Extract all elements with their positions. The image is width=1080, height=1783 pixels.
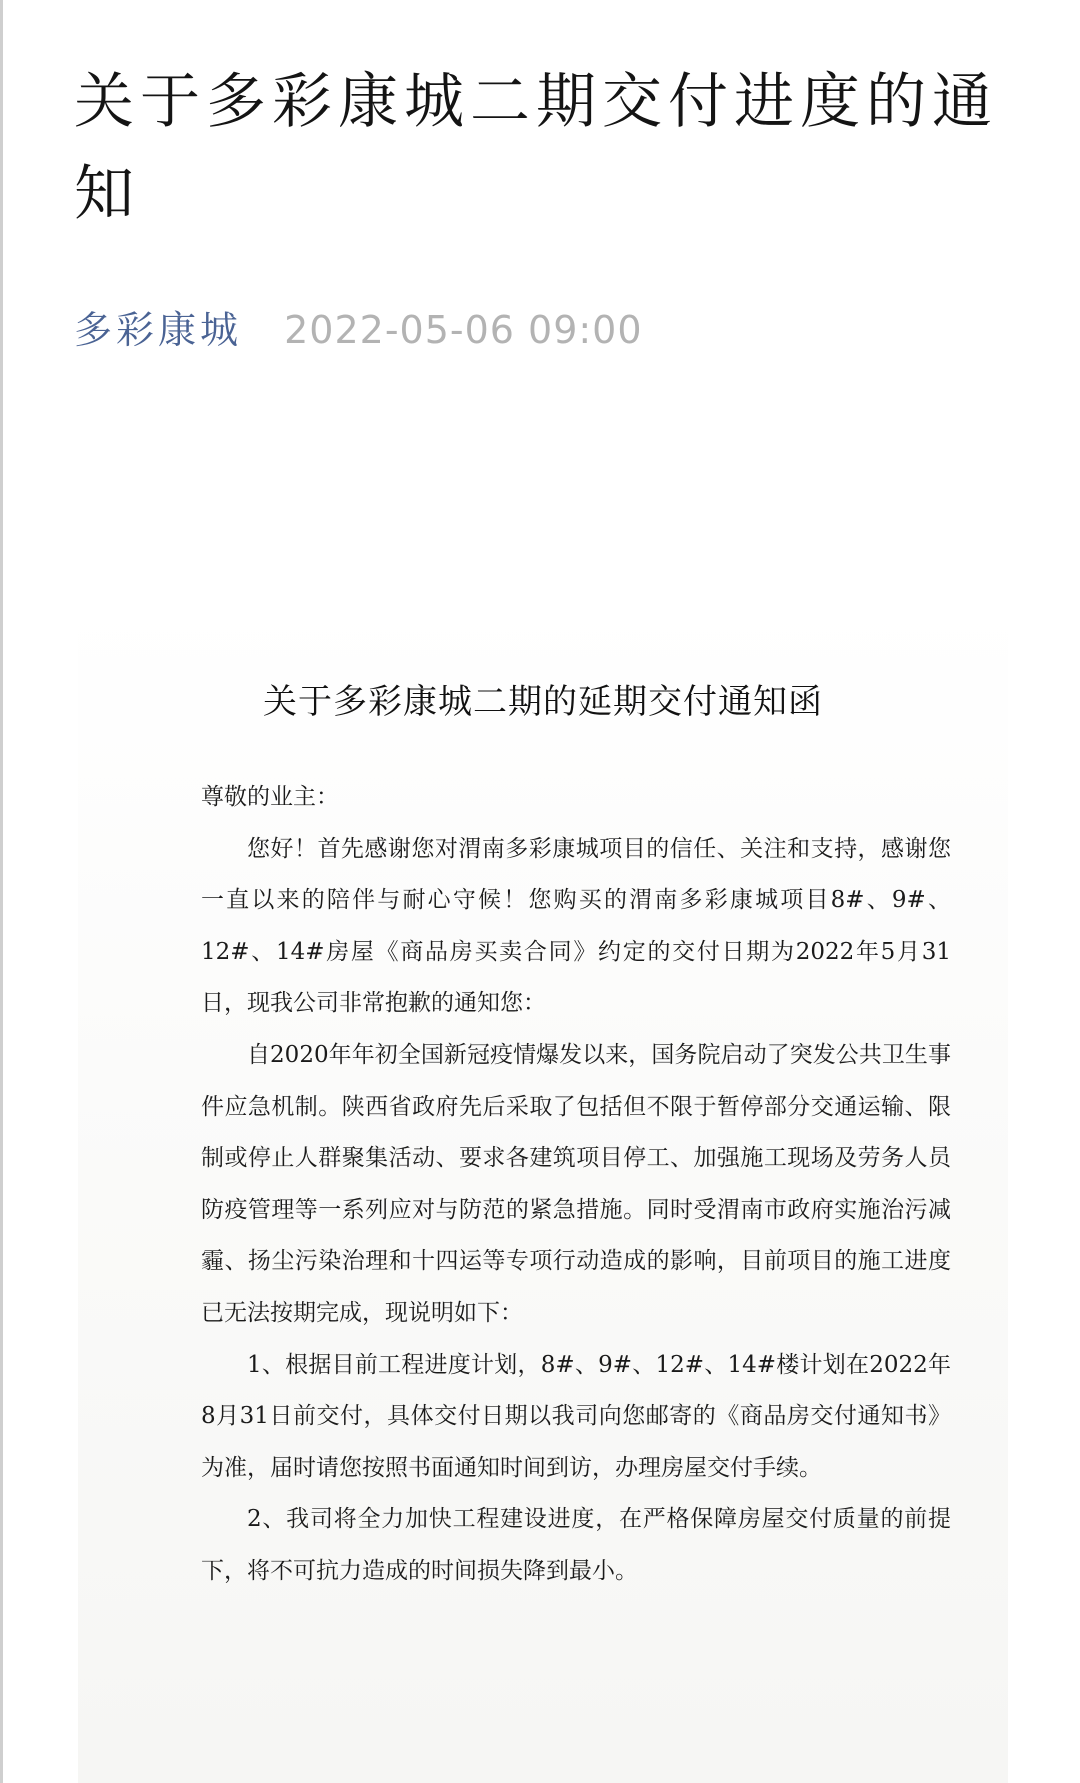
letter-body [201, 772, 951, 1598]
article-author-link[interactable]: 多彩康城 [74, 308, 243, 352]
letter-paragraph: 您好！首先感谢您对渭南多彩康城项目的信任、关注和支持，感谢您一直以来的陪伴与耐心守候！您购买的渭南多彩康城项目8#、9#、12#、14#房屋《商品房买卖合同》约定的交付日期为2022年5月31日，现我公司非常抱歉的通知您： [201, 835, 951, 1017]
letter-paragraph: 2、我司将全力加快工程建设进度，在严格保障房屋交付质量的前提下，将不可抗力造成的时间损失降到最小。 [201, 1506, 951, 1584]
letter-salutation: 尊敬的业主： [201, 784, 339, 810]
article-publish-time: 2022-05-06 09:00 [284, 308, 643, 352]
letter-paragraph: 自2020年年初全国新冠疫情爆发以来，国务院启动了突发公共卫生事件应急机制。陕西省政府先后采取了包括但不限于暂停部分交通运输、限制或停止人群聚集活动、要求各建筑项目停工、加强施工现场及劳务人员防疫管理等一系列应对与防范的紧急措施。同时受渭南市政府实施治污减霾、扬尘污染治理和十四运等专项行动造成的影响，目前项目的施工进度已无法按期完成，现说明如下： [201, 1041, 951, 1326]
screenshot-left-edge [0, 0, 3, 1783]
article-title: 关于多彩康城二期交付进度的通知 [74, 67, 998, 229]
letter-title: 关于多彩康城二期的延期交付通知函 [263, 682, 823, 722]
article-meta [74, 306, 643, 354]
letter-paragraph: 1、根据目前工程进度计划，8#、9#、12#、14#楼计划在2022年8月31日前交付，具体交付日期以我司向您邮寄的《商品房交付通知书》为准，届时请您按照书面通知时间到访，办理房屋交付手续。 [201, 1351, 951, 1481]
scanned-letter-image [78, 600, 1008, 1783]
article-header [74, 56, 1014, 240]
